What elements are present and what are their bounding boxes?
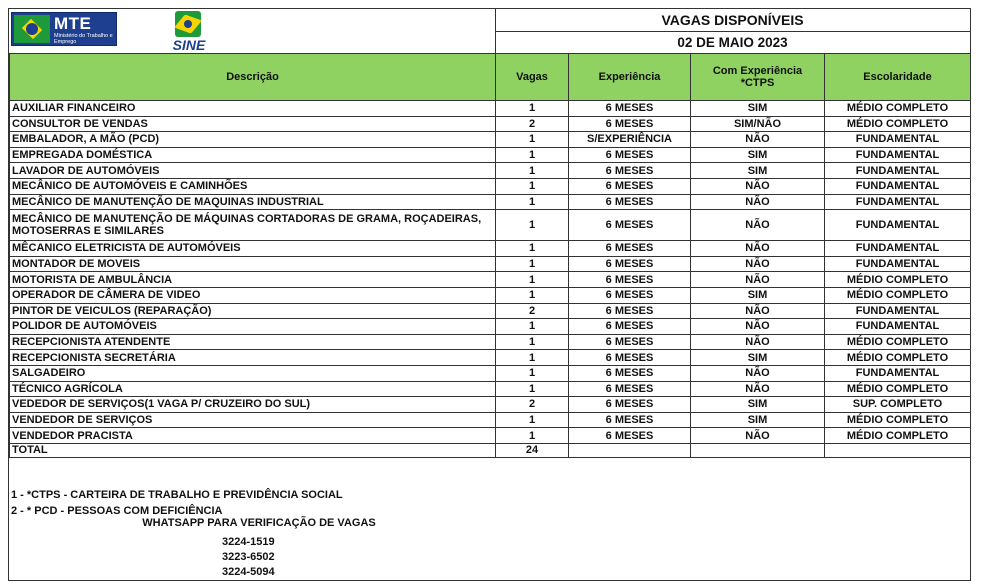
cell-escolaridade: MÉDIO COMPLETO: [825, 272, 971, 288]
cell-ctps: SIM: [691, 350, 825, 366]
cell-descricao: VEDEDOR DE SERVIÇOS(1 VAGA P/ CRUZEIRO DO SUL): [10, 397, 496, 413]
cell-escolaridade: MÉDIO COMPLETO: [825, 101, 971, 117]
vacancies-table: [9, 53, 971, 458]
cell-vagas: 1: [496, 350, 569, 366]
cell-vagas: 1: [496, 334, 569, 350]
total-empty-cell: [825, 443, 971, 457]
cell-ctps: NÃO: [691, 381, 825, 397]
page-title: VAGAS DISPONÍVEIS: [495, 9, 970, 32]
cell-descricao: MONTADOR DE MOVEIS: [10, 256, 496, 272]
total-value: 24: [496, 443, 569, 457]
cell-vagas: 1: [496, 132, 569, 148]
table-row: [10, 210, 971, 241]
cell-experiencia: 6 MESES: [569, 147, 691, 163]
brazil-flag-icon: [14, 15, 50, 43]
cell-vagas: 1: [496, 178, 569, 194]
table-row: [10, 287, 971, 303]
table-row: [10, 428, 971, 444]
cell-escolaridade: FUNDAMENTAL: [825, 256, 971, 272]
cell-descricao: MÊCANICO ELETRICISTA DE AUTOMÓVEIS: [10, 241, 496, 257]
cell-experiencia: 6 MESES: [569, 287, 691, 303]
mte-logo-subtitle: Ministério do Trabalho e Emprego: [54, 33, 113, 45]
table-row: [10, 381, 971, 397]
sine-logo: [167, 11, 211, 53]
cell-escolaridade: MÉDIO COMPLETO: [825, 116, 971, 132]
cell-vagas: 1: [496, 256, 569, 272]
cell-ctps: SIM: [691, 147, 825, 163]
cell-ctps: NÃO: [691, 303, 825, 319]
table-row: [10, 365, 971, 381]
cell-escolaridade: MÉDIO COMPLETO: [825, 350, 971, 366]
cell-experiencia: 6 MESES: [569, 116, 691, 132]
cell-escolaridade: FUNDAMENTAL: [825, 303, 971, 319]
cell-experiencia: 6 MESES: [569, 210, 691, 241]
mte-logo: [11, 12, 117, 46]
cell-ctps: NÃO: [691, 178, 825, 194]
cell-ctps: NÃO: [691, 428, 825, 444]
table-header-row: [10, 54, 971, 101]
cell-experiencia: S/EXPERIÊNCIA: [569, 132, 691, 148]
phone-list: [222, 535, 275, 580]
cell-experiencia: 6 MESES: [569, 241, 691, 257]
total-empty-cell: [569, 443, 691, 457]
cell-experiencia: 6 MESES: [569, 303, 691, 319]
table-row: [10, 397, 971, 413]
cell-descricao: RECEPCIONISTA SECRETÁRIA: [10, 350, 496, 366]
cell-descricao: POLIDOR DE AUTOMÓVEIS: [10, 319, 496, 335]
cell-escolaridade: FUNDAMENTAL: [825, 241, 971, 257]
phone-number: 3224-1519: [222, 536, 275, 548]
table-total-row: [10, 443, 971, 457]
cell-vagas: 1: [496, 319, 569, 335]
cell-vagas: 1: [496, 428, 569, 444]
cell-vagas: 1: [496, 412, 569, 428]
table-row: [10, 178, 971, 194]
cell-vagas: 1: [496, 272, 569, 288]
cell-vagas: 1: [496, 210, 569, 241]
cell-ctps: NÃO: [691, 210, 825, 241]
phone-number: 3223-6502: [222, 551, 275, 563]
cell-descricao: TÉCNICO AGRÍCOLA: [10, 381, 496, 397]
cell-experiencia: 6 MESES: [569, 350, 691, 366]
cell-experiencia: 6 MESES: [569, 428, 691, 444]
total-empty-cell: [691, 443, 825, 457]
table-row: [10, 319, 971, 335]
footnotes: [11, 488, 411, 532]
sine-mark-icon: [175, 11, 201, 37]
cell-descricao: LAVADOR DE AUTOMÓVEIS: [10, 163, 496, 179]
table-row: [10, 132, 971, 148]
table-row: [10, 256, 971, 272]
cell-escolaridade: FUNDAMENTAL: [825, 163, 971, 179]
cell-experiencia: 6 MESES: [569, 101, 691, 117]
cell-descricao: MECÂNICO DE AUTOMÓVEIS E CAMINHÕES: [10, 178, 496, 194]
cell-descricao: MECÂNICO DE MANUTENÇÃO DE MÁQUINAS CORTADORAS DE GRAMA, ROÇADEIRAS, MOTOSERRAS E SIMILARES: [10, 210, 496, 241]
mte-logo-text: MTE: [54, 14, 92, 33]
cell-experiencia: 6 MESES: [569, 412, 691, 428]
total-label: TOTAL: [10, 443, 496, 457]
cell-descricao: VENDEDOR PRACISTA: [10, 428, 496, 444]
cell-ctps: SIM: [691, 412, 825, 428]
cell-experiencia: 6 MESES: [569, 365, 691, 381]
cell-experiencia: 6 MESES: [569, 319, 691, 335]
cell-ctps: NÃO: [691, 334, 825, 350]
cell-escolaridade: MÉDIO COMPLETO: [825, 412, 971, 428]
cell-experiencia: 6 MESES: [569, 381, 691, 397]
cell-experiencia: 6 MESES: [569, 163, 691, 179]
cell-ctps: SIM/NÃO: [691, 116, 825, 132]
cell-descricao: OPERADOR DE CÂMERA DE VIDEO: [10, 287, 496, 303]
column-header-experiencia: Experiência: [569, 54, 691, 101]
cell-escolaridade: FUNDAMENTAL: [825, 178, 971, 194]
cell-descricao: EMPREGADA DOMÉSTICA: [10, 147, 496, 163]
phone-number: 3224-5094: [222, 566, 275, 578]
table-row: [10, 241, 971, 257]
table-row: [10, 412, 971, 428]
cell-experiencia: 6 MESES: [569, 272, 691, 288]
job-listing-sheet: [8, 8, 971, 581]
column-header-descricao: Descrição: [10, 54, 496, 101]
cell-ctps: NÃO: [691, 194, 825, 210]
table-row: [10, 163, 971, 179]
cell-descricao: MECÂNICO DE MANUTENÇÃO DE MAQUINAS INDUSTRIAL: [10, 194, 496, 210]
cell-escolaridade: MÉDIO COMPLETO: [825, 381, 971, 397]
cell-ctps: NÃO: [691, 241, 825, 257]
cell-vagas: 1: [496, 381, 569, 397]
cell-descricao: CONSULTOR DE VENDAS: [10, 116, 496, 132]
cell-ctps: SIM: [691, 397, 825, 413]
table-row: [10, 194, 971, 210]
table-row: [10, 101, 971, 117]
cell-descricao: AUXILIAR FINANCEIRO: [10, 101, 496, 117]
cell-ctps: NÃO: [691, 272, 825, 288]
cell-ctps: SIM: [691, 101, 825, 117]
sine-logo-text: SINE: [172, 37, 206, 53]
table-row: [10, 272, 971, 288]
cell-escolaridade: MÉDIO COMPLETO: [825, 428, 971, 444]
cell-vagas: 2: [496, 397, 569, 413]
cell-ctps: SIM: [691, 163, 825, 179]
cell-vagas: 1: [496, 194, 569, 210]
cell-descricao: PINTOR DE VEICULOS (REPARAÇÃO): [10, 303, 496, 319]
cell-escolaridade: FUNDAMENTAL: [825, 194, 971, 210]
cell-descricao: VENDEDOR DE SERVIÇOS: [10, 412, 496, 428]
header-logos: [9, 9, 496, 53]
cell-experiencia: 6 MESES: [569, 194, 691, 210]
page-date: 02 DE MAIO 2023: [677, 35, 788, 50]
cell-escolaridade: FUNDAMENTAL: [825, 365, 971, 381]
cell-ctps: NÃO: [691, 256, 825, 272]
column-header-escolaridade: Escolaridade: [825, 54, 971, 101]
cell-vagas: 1: [496, 241, 569, 257]
cell-ctps: NÃO: [691, 319, 825, 335]
cell-experiencia: 6 MESES: [569, 178, 691, 194]
footnote-pcd: 2 - * PCD - PESSOAS COM DEFICIÊNCIA: [11, 504, 223, 517]
table-row: [10, 303, 971, 319]
cell-escolaridade: MÉDIO COMPLETO: [825, 334, 971, 350]
table-row: [10, 334, 971, 350]
cell-ctps: NÃO: [691, 132, 825, 148]
cell-vagas: 1: [496, 365, 569, 381]
column-header-ctps: Com Experiência *CTPS: [691, 54, 825, 101]
cell-escolaridade: SUP. COMPLETO: [825, 397, 971, 413]
cell-escolaridade: FUNDAMENTAL: [825, 147, 971, 163]
cell-escolaridade: FUNDAMENTAL: [825, 132, 971, 148]
cell-descricao: EMBALADOR, A MÃO (PCD): [10, 132, 496, 148]
cell-vagas: 2: [496, 116, 569, 132]
header-title-block: [495, 9, 970, 53]
cell-escolaridade: FUNDAMENTAL: [825, 319, 971, 335]
cell-ctps: SIM: [691, 287, 825, 303]
footnote-ctps: 1 - *CTPS - CARTEIRA DE TRABALHO E PREVIDÊNCIA SOCIAL: [11, 489, 343, 501]
cell-experiencia: 6 MESES: [569, 256, 691, 272]
cell-vagas: 1: [496, 163, 569, 179]
cell-experiencia: 6 MESES: [569, 397, 691, 413]
whatsapp-label: WHATSAPP PARA VERIFICAÇÃO DE VAGAS: [142, 517, 376, 529]
cell-descricao: SALGADEIRO: [10, 365, 496, 381]
cell-escolaridade: MÉDIO COMPLETO: [825, 287, 971, 303]
cell-descricao: RECEPCIONISTA ATENDENTE: [10, 334, 496, 350]
cell-vagas: 1: [496, 147, 569, 163]
cell-escolaridade: FUNDAMENTAL: [825, 210, 971, 241]
table-row: [10, 147, 971, 163]
cell-experiencia: 6 MESES: [569, 334, 691, 350]
cell-vagas: 1: [496, 101, 569, 117]
cell-vagas: 2: [496, 303, 569, 319]
table-row: [10, 350, 971, 366]
table-row: [10, 116, 971, 132]
cell-vagas: 1: [496, 287, 569, 303]
cell-ctps: NÃO: [691, 365, 825, 381]
column-header-vagas: Vagas: [496, 54, 569, 101]
cell-descricao: MOTORISTA DE AMBULÂNCIA: [10, 272, 496, 288]
